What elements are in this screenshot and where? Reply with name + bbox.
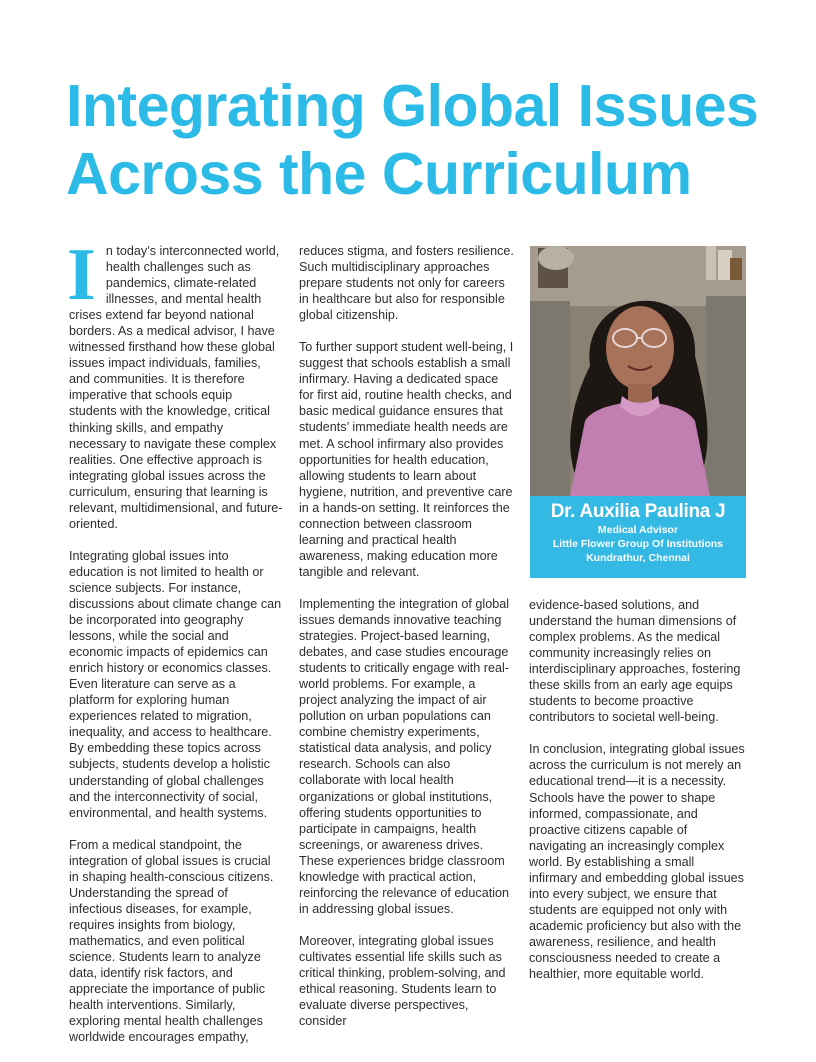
paragraph: evidence-based solutions, and understand the human dimensions of complex problems. As the medical community increasingly relies on interdisciplinary approaches, fostering these skills from an early age equips students to become proactive contributors to societal well-being. [529, 598, 741, 725]
author-name: Dr. Auxilia Paulina J [550, 501, 726, 522]
column-2 [299, 243, 515, 1045]
paragraph: In conclusion, integrating global issues across the curriculum is not merely an educational trend—it is a necessity. Schools have the power to shape informed, compassionate, and proactive citizens capable of navigating an increasingly complex world. By establishing a small infirmary and embedding global issues into every subject, we ensure that students are equipped not only with academic proficiency but also with the awareness, resilience, and health consciousness needed to create a healthier, more equitable world. [529, 742, 745, 982]
title-line-1: Integrating Global Issues [66, 73, 759, 139]
author-role: Medical Advisor [597, 524, 679, 536]
paragraph: To further support student well-being, I suggest that schools establish a small infirmary. Having a dedicated space for first aid, routine health checks, and basic medical guidance ensures that students’ immediate health needs are met. A school infirmary also provides opportunities for health education, allowing students to learn about hygiene, nutrition, and preventive care in a hands-on setting. It reinforces the connection between classroom learning and practical health awareness, making education more tangible and relevant. [299, 340, 514, 579]
author-caption [530, 496, 746, 578]
drop-cap: I [67, 234, 96, 316]
author-organization: Little Flower Group Of Institutions [552, 538, 724, 550]
intro-text: n today’s interconnected world, health challenges such as pandemics, climate-related illnesses, and mental health crises extend far beyond national borders. As a medical advisor, I have witnessed firsthand how these global issues impact individuals, families, and communities. It is therefore imperative that schools equip students with the knowledge, critical thinking skills, and empathy necessary to navigate these complex realities. One effective approach is integrating global issues across the curriculum, ensuring that learning is relevant, multidimensional, and future-oriented. [69, 244, 283, 531]
column-3 [529, 597, 745, 998]
column-1 [67, 234, 283, 1061]
portrait-photo [530, 246, 746, 496]
paragraph: Integrating global issues into education is not limited to health or science subjects. For instance, discussions about climate change can be incorporated into geography lessons, while the social and economic impacts of epidemics can enrich history or economics classes. Even literature can serve as a platform for exploring human experiences related to migration, inequality, and access to healthcare. By embedding these topics across subjects, students develop a holistic understanding of global challenges and the interconnectivity of social, environmental, and health systems. [69, 548, 282, 820]
paragraph: From a medical standpoint, the integration of global issues is crucial in shaping health-conscious citizens. Understanding the spread of infectious diseases, for example, requires insights from biology, mathematics, and even political science. Students learn to analyze data, identify risk factors, and appreciate the importance of public health interventions. Similarly, exploring mental health challenges worldwide encourages empathy, [69, 837, 274, 1045]
paragraph: reduces stigma, and fosters resilience. Such multidisciplinary approaches prepare students not only for careers in healthcare but also for responsible global citizenship. [299, 244, 514, 323]
paragraph: Moreover, integrating global issues cultivates essential life skills such as critical thinking, problem-solving, and ethical reasoning. Students learn to evaluate diverse perspectives, consider [299, 933, 506, 1029]
paragraph: Implementing the integration of global issues demands innovative teaching strategies. Project-based learning, debates, and case studies encourage students to critically engage with real-world problems. For example, a project analyzing the impact of air pollution on urban populations can combine chemistry experiments, statistical data analysis, and policy research. Schools can also collaborate with local health organizations or global institutions, offering students opportunities to participate in campaigns, health screenings, or awareness drives. These experiences bridge classroom knowledge with practical action, reinforcing the relevance of education in addressing global issues. [299, 596, 510, 916]
author-location: Kundrathur, Chennai [586, 552, 690, 564]
title-line-2: Across the Curriculum [66, 141, 692, 207]
author-photo-card [530, 246, 746, 578]
paragraph-intro [67, 234, 283, 532]
portrait-illustration [530, 246, 746, 496]
article-title [66, 72, 766, 208]
